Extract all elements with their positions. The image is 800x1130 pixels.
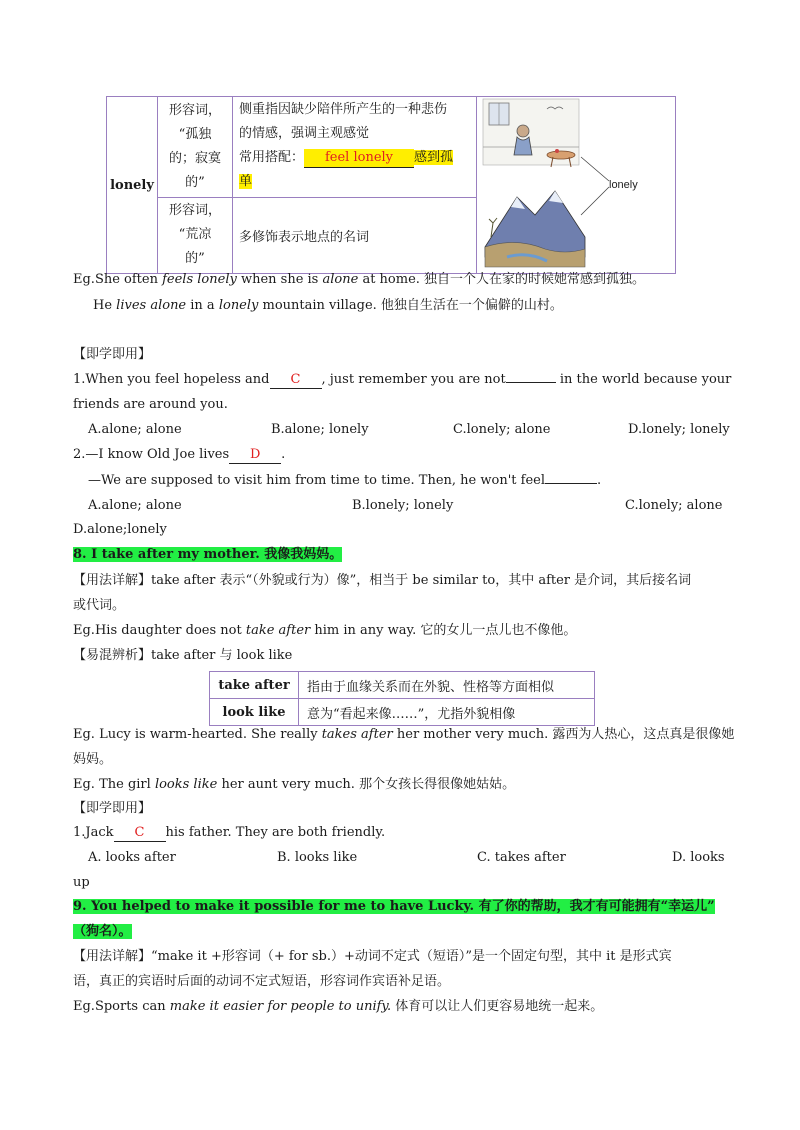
illustration-cell (477, 97, 676, 274)
compare-row (210, 699, 595, 726)
def1-line2: 的情感，强调主观感觉 (239, 126, 370, 141)
section-8-example-2: Eg. Lucy is warm-hearted. She really takes after her mother very much. 露西为人热心，这点真是很像她 (73, 727, 735, 742)
practice-heading-1: 【即学即用】 (73, 347, 152, 362)
compare-term: take after (210, 672, 299, 699)
lonely-table (106, 96, 676, 274)
def2-text: 多修饰表示地点的名词 (239, 229, 370, 245)
pos2-line2: “荒凉 (178, 227, 212, 243)
def1-line4-text: 单 (239, 174, 253, 189)
example-2: He lives alone in a lonely mountain village. 他独自生活在一个偏僻的山村。 (93, 298, 563, 313)
q2-option-c: C.lonely; alone (625, 498, 723, 513)
question-3: 1.Jack C his father. They are both friendly. (73, 825, 386, 840)
q2-option-a: A.alone; alone (88, 498, 182, 513)
def1-cell (233, 97, 477, 198)
def1-suffix: 感到孤 (414, 150, 454, 165)
lonely-illustration (477, 97, 675, 269)
def1-line3 (239, 146, 475, 170)
section-8-example: Eg.His daughter does not take after him in any way. 它的女儿一点儿也不像他。 (73, 623, 577, 638)
q2-option-b: B.lonely; lonely (352, 498, 454, 513)
example-1: Eg.She often feels lonely when she is alone at home. 独自一个人在家的时候她常感到孤独。 (73, 272, 646, 287)
section-8-example-2-line2: 妈妈。 (73, 752, 113, 767)
illustration-label: lonely (609, 179, 638, 191)
compare-table (209, 671, 595, 726)
def1-line1: 侧重指因缺少陪伴所产生的一种悲伤 (239, 102, 448, 117)
section-8-usage-line2: 或代词。 (73, 598, 126, 613)
q3-option-d-line2: up (73, 875, 90, 890)
compare-desc: 意为“看起来像……”，尤指外貌相像 (299, 699, 595, 726)
pos2-cell (158, 197, 233, 273)
practice-heading-2: 【即学即用】 (73, 801, 152, 816)
q1-option-a: A.alone; alone (88, 422, 182, 437)
q2-answer: D (249, 447, 261, 462)
q3-option-d: D. looks (672, 850, 725, 865)
q1-option-d: D.lonely; lonely (628, 422, 730, 437)
q3-answer: C (134, 825, 145, 840)
compare-term: look like (210, 699, 299, 726)
q3-option-b: B. looks like (277, 850, 358, 865)
pos1-line3: 的；寂寞 (168, 150, 221, 166)
def1-answer: feel lonely (324, 150, 394, 165)
word-lonely: lonely (110, 177, 154, 193)
section-9-title: 9. You helped to make it possible for me to have Lucky. 有了你的帮助，我才有可能拥有“幸运儿” (73, 899, 715, 914)
pos2-line1: 形容词， (168, 203, 221, 219)
def1-prefix: 常用搭配： (239, 150, 305, 165)
pos1-line1: 形容词， (168, 102, 221, 118)
section-9-usage: 【用法详解】“make it +形容词（+ for sb.）+动词不定式（短语）”是一个固定句型，其中 it 是形式宾 (73, 949, 672, 964)
q1-option-c: C.lonely; alone (453, 422, 551, 437)
compare-desc: 指由于血缘关系而在外貌、性格等方面相似 (299, 672, 595, 699)
q1-answer: C (290, 372, 301, 387)
def2-cell (233, 197, 477, 273)
pos2-line3: 的” (185, 251, 205, 267)
question-1: 1.When you feel hopeless and C , just remember you are not in the world because your (73, 372, 732, 387)
question-2-line2: —We are supposed to visit him from time to time. Then, he won't feel . (88, 473, 602, 488)
section-8-title: 8. I take after my mother. 我像我妈妈。 (73, 547, 343, 562)
compare-row (210, 672, 595, 699)
word-cell (107, 97, 158, 274)
def1-answer-blank (304, 149, 414, 168)
section-8-confuse-heading: 【易混辨析】take after 与 look like (73, 648, 293, 663)
def1-line4 (239, 170, 475, 194)
q3-option-a: A. looks after (88, 850, 176, 865)
pos1-line2: “孤独 (178, 126, 212, 142)
section-8-example-3: Eg. The girl looks like her aunt very much. 那个女孩长得很像她姑姑。 (73, 777, 516, 792)
q1-option-b: B.alone; lonely (271, 422, 369, 437)
section-9-usage-line2: 语，真正的宾语时后面的动词不定式短语，形容词作宾语补足语。 (73, 974, 451, 989)
section-9-example: Eg.Sports can make it easier for people to unify. 体育可以让人们更容易地统一起来。 (73, 999, 604, 1014)
question-2: 2.—I know Old Joe lives D . (73, 447, 286, 462)
section-9-title-line2: （狗名）。 (73, 924, 132, 939)
pos1-line4: 的” (185, 174, 205, 190)
q2-option-d: D.alone;lonely (73, 522, 167, 537)
section-8-usage: 【用法详解】take after 表示“（外貌或行为）像”，相当于 be similar to，其中 after 是介词，其后接名词 (73, 573, 692, 588)
q3-option-c: C. takes after (477, 850, 566, 865)
pos1-cell (158, 97, 233, 198)
question-1-line2: friends are around you. (73, 397, 228, 412)
